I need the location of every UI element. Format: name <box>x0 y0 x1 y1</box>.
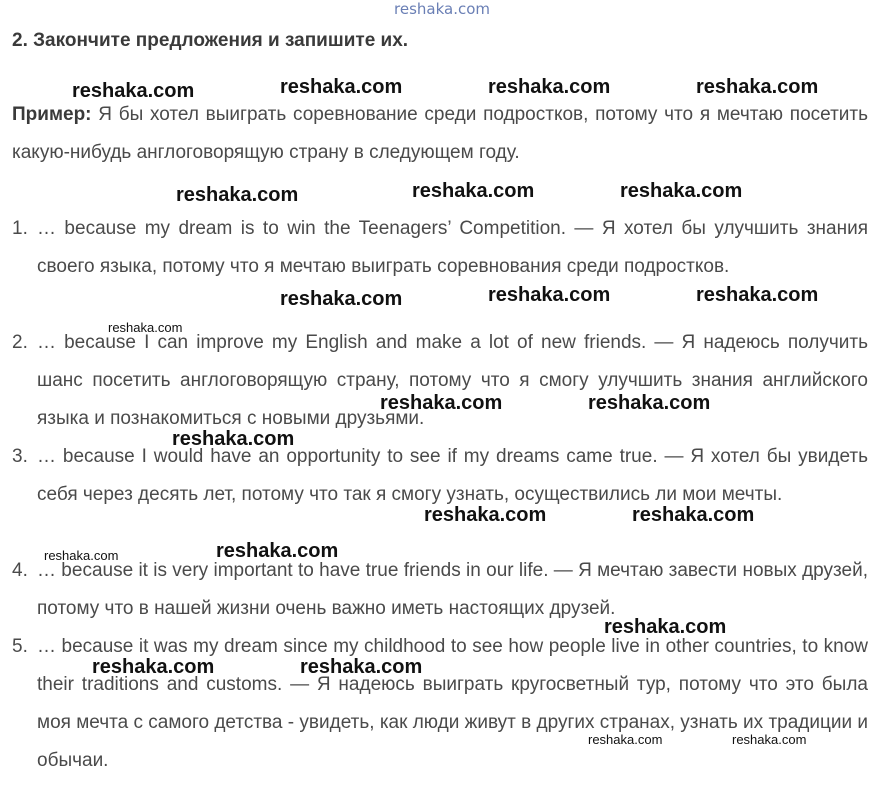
watermark: reshaka.com <box>632 504 755 526</box>
watermark: reshaka.com <box>488 284 611 306</box>
list-item <box>12 628 868 780</box>
item-text: … because I can improve my English and make a lot of new friends. — Я надеюсь получить шанс посетить англоговорящую страну, потому что я смогу улучшить знания английского языка и познакомиться с новыми друзьями. <box>37 332 868 429</box>
watermark: reshaka.com <box>604 616 727 638</box>
watermark: reshaka.com <box>216 540 339 562</box>
watermark: reshaka.com <box>44 548 119 563</box>
item-number: 2. <box>12 332 28 353</box>
watermark: reshaka.com <box>280 288 403 310</box>
list-item <box>12 324 868 438</box>
watermark: reshaka.com <box>280 76 403 98</box>
watermark: reshaka.com <box>72 80 195 102</box>
item-text: … because it was my dream since my childhood to see how people live in other countries, to know their traditions and customs. — Я надеюсь выиграть кругосветный тур, потому что это была моя мечта с самого детства - увидеть, как люди живут в других странах, узнать их традиции и обычаи. <box>37 636 868 771</box>
watermark: reshaka.com <box>172 428 295 450</box>
watermark: reshaka.com <box>732 732 807 747</box>
watermark: reshaka.com <box>92 656 215 678</box>
watermark: reshaka.com <box>176 184 299 206</box>
watermark: reshaka.com <box>696 284 819 306</box>
item-number: 1. <box>12 218 28 239</box>
example-label: Пример: <box>12 104 92 125</box>
list-item <box>12 210 868 286</box>
item-text: … because it is very important to have true friends in our life. — Я мечтаю завести новых друзей, потому что в нашей жизни очень важно иметь настоящих друзей. <box>37 560 868 619</box>
watermark: reshaka.com <box>588 392 711 414</box>
watermark: reshaka.com <box>620 180 743 202</box>
example-text: Я бы хотел выиграть соревнование среди подростков, потому что я мечтаю посетить какую-нибудь англоговорящую страну в следующем году. <box>12 104 869 163</box>
item-number: 4. <box>12 560 28 581</box>
item-text: … because my dream is to win the Teenagers’ Competition. — Я хотел бы улучшить знания своего языка, потому что я мечтаю выиграть соревнования среди подростков. <box>37 218 868 277</box>
watermark: reshaka.com <box>696 76 819 98</box>
watermark: reshaka.com <box>424 504 547 526</box>
item-text: … because I would have an opportunity to see if my dreams came true. — Я хотел бы увидеть себя через десять лет, потому что так я смогу узнать, осуществились ли мои мечты. <box>37 446 868 505</box>
site-header[interactable]: reshaka.com <box>394 0 490 18</box>
watermark: reshaka.com <box>412 180 535 202</box>
item-number: 5. <box>12 636 28 657</box>
watermark: reshaka.com <box>488 76 611 98</box>
watermark: reshaka.com <box>300 656 423 678</box>
watermark: reshaka.com <box>108 320 183 335</box>
item-number: 3. <box>12 446 28 467</box>
watermark: reshaka.com <box>380 392 503 414</box>
list-item <box>12 552 868 628</box>
watermark: reshaka.com <box>588 732 663 747</box>
task-title: 2. Закончите предложения и запишите их. <box>12 30 409 51</box>
example-paragraph <box>12 96 868 172</box>
list-item <box>12 438 868 514</box>
